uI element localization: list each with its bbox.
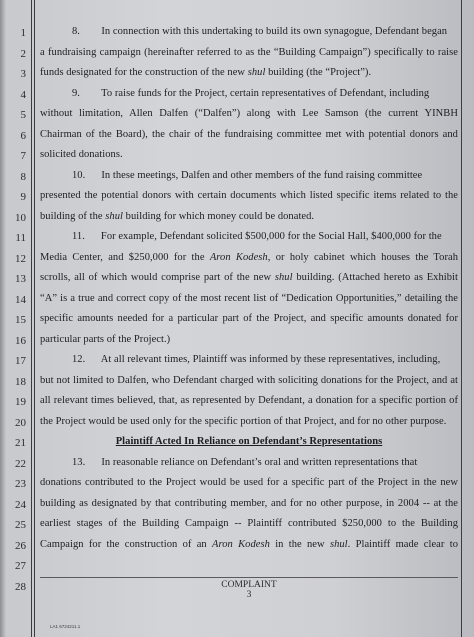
line-number: 14: [15, 293, 26, 306]
text-line: a fundraising campaign (hereinafter referred to as the “Building Campaign”) specifically to raise: [40, 46, 458, 58]
text-line: Chairman of the Board), the chair of the fundraising committee met with potential donors and: [40, 128, 458, 140]
text-line: solicited donations.: [40, 149, 123, 160]
line-number: 1: [20, 27, 26, 39]
line-number: 27: [15, 560, 26, 572]
line-number: 24: [15, 498, 26, 511]
line-number: 5: [20, 109, 26, 121]
section-heading: [40, 436, 458, 447]
footer-page-number: 3: [246, 590, 252, 600]
margin-rule: [31, 0, 32, 637]
document-id: LA1 6724211.1: [50, 624, 81, 629]
text-line: building of the shul building for which money could be donated.: [40, 210, 315, 222]
line-number: 10: [15, 211, 26, 224]
text-line: without limitation, Allen Dalfen (“Dalfen”) along with Lee Samson (the current YINBH: [40, 108, 458, 119]
text-line: presented the potential donors with certain documents which listed specific items related to the: [40, 190, 458, 201]
footer-title: COMPLAINT: [221, 580, 277, 590]
line-number: 22: [15, 457, 26, 470]
line-number: 3: [20, 68, 26, 80]
text-line: scrolls, all of which would comprise part of the new shul building. (Attached hereto as Exhibit: [40, 272, 458, 283]
text-line: building as designated by that contributing member, and for no other purpose, in 2004 -- at the: [40, 497, 458, 509]
text-line: earliest stages of the Building Campaign -- Plaintiff contributed $250,000 to the Building: [40, 518, 458, 529]
line-number: 21: [15, 437, 26, 449]
text-line: but not limited to Dalfen, who Defendant charged with soliciting donations for the Project, and at: [40, 374, 458, 386]
line-number: 18: [15, 375, 26, 388]
text-line: 12. At all relevant times, Plaintiff was informed by these representatives, including,: [72, 354, 441, 365]
text-line: 8. In connection with this undertaking to build its own synagogue, Defendant began: [72, 26, 448, 37]
text-line: “A” is a true and correct copy of the most recent list of “Dedication Opportunities,” detailing the: [40, 292, 458, 304]
text-line: Media Center, and $250,000 for the Aron Kodesh, or holy cabinet which houses the Torah: [40, 251, 458, 263]
text-line: 13. In reasonable reliance on Defendant’s oral and written representations that: [72, 456, 418, 468]
line-number: 23: [15, 478, 26, 490]
line-number: 7: [20, 150, 26, 162]
line-number: 9: [20, 191, 26, 203]
text-line: the Project would be used only for the specific portion of that Project, and for no other purpose.: [40, 415, 447, 427]
right-margin-rule: [461, 0, 462, 637]
text-line: particular parts of the Project.): [40, 333, 171, 345]
line-number: 26: [15, 539, 26, 552]
line-number: 12: [15, 252, 26, 265]
footer-rule: [40, 577, 458, 578]
section-heading-text: Plaintiff Acted In Reliance on Defendant’s Representations: [115, 436, 383, 447]
line-number: 17: [15, 355, 26, 367]
line-number: 25: [15, 519, 26, 531]
text-line: specific amounts needed for a particular part of the Project, and specific amounts donated for: [40, 313, 458, 324]
line-number: 6: [20, 129, 26, 142]
text-line: 11. For example, Defendant solicited $500,000 for the Social Hall, $400,000 for the: [72, 231, 442, 242]
line-number: 28: [15, 580, 26, 593]
line-number: 2: [20, 47, 26, 60]
text-line: 9. To raise funds for the Project, certain representatives of Defendant, including: [72, 87, 430, 99]
line-number: 8: [20, 170, 26, 183]
text-line: funds designated for the construction of the new shul building (the “Project”).: [40, 67, 372, 78]
margin-rule: [34, 0, 35, 637]
text-line: 10. In these meetings, Dalfen and other members of the fund raising committee: [72, 169, 423, 181]
line-number: 20: [15, 416, 26, 429]
line-number: 11: [15, 232, 26, 244]
line-number: 15: [15, 314, 26, 326]
line-number: 13: [15, 273, 26, 285]
text-line: all relevant times believed, that, as represented by Defendant, a donation for a specific portion of: [40, 395, 458, 406]
line-number: 19: [15, 396, 26, 408]
line-number: 16: [15, 334, 26, 347]
text-line: Campaign for the construction of an Aron Kodesh in the new shul. Plaintiff made clear to: [40, 538, 458, 550]
line-number: 4: [20, 88, 26, 101]
text-line: donations contributed to the Project would be used for a specific part of the Project in the new: [40, 477, 458, 488]
